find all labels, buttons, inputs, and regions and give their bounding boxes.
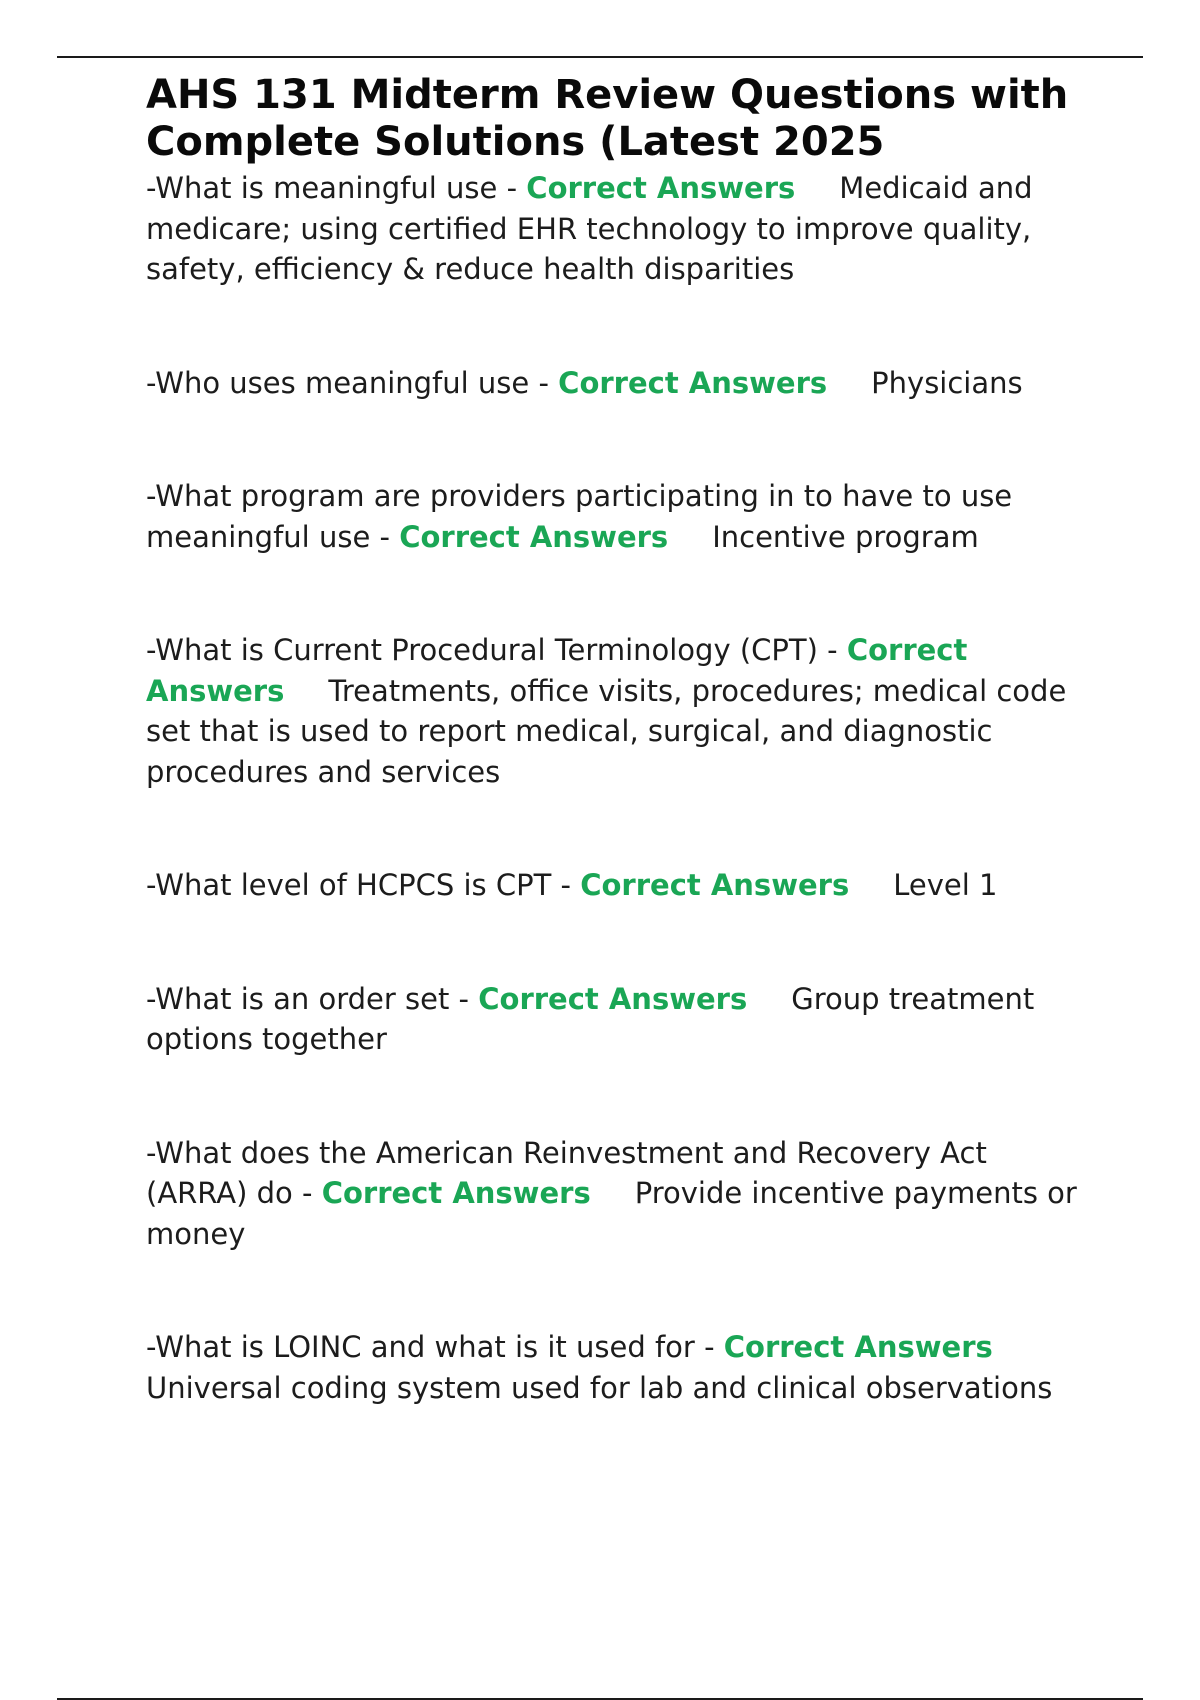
answer-text: Treatments, office visits, procedures; medical code set that is used to report medical, surgical, and diagnostic procedures and services — [146, 673, 1067, 789]
qa-item — [146, 1327, 1086, 1408]
question-text: -What program are providers participating in to have to use meaningful use - — [146, 479, 1013, 554]
answer-text: Incentive program — [712, 519, 979, 554]
document-title: AHS 131 Midterm Review Questions with Complete Solutions (Latest 2025 — [146, 72, 1069, 165]
correct-answers-label: Correct Answers — [478, 981, 748, 1016]
question-text: -What is meaningful use - — [146, 171, 527, 205]
qa-item — [146, 1133, 1086, 1255]
qa-item — [146, 979, 1086, 1060]
question-text: -What is Current Procedural Terminology (CPT) - — [146, 633, 847, 667]
correct-answers-label: Correct Answers — [146, 633, 968, 708]
qa-item — [146, 168, 1086, 290]
correct-answers-label: Correct Answers — [723, 1330, 993, 1364]
question-text: -What is an order set - — [146, 981, 479, 1016]
answer-text: Provide incentive payments or money — [146, 1176, 1077, 1251]
top-divider — [57, 56, 1143, 58]
document-body — [146, 72, 1086, 1408]
answer-text: Medicaid and medicare; using certified EHR technology to improve quality, safety, efficiency & reduce health disparities — [146, 171, 1033, 286]
question-text: -What does the American Reinvestment and Recovery Act (ARRA) do - — [146, 1135, 987, 1210]
qa-item — [146, 630, 1086, 792]
qa-item — [146, 865, 1086, 906]
question-text: -Who uses meaningful use - — [146, 365, 559, 400]
correct-answers-label: Correct Answers — [580, 868, 850, 902]
correct-answers-label: Correct Answers — [321, 1176, 591, 1210]
qa-item — [146, 476, 1086, 557]
answer-text: Level 1 — [893, 868, 998, 902]
correct-answers-label: Correct Answers — [399, 519, 669, 554]
question-text: -What is LOINC and what is it used for - — [146, 1330, 724, 1364]
answer-text: Universal coding system used for lab and clinical observations — [146, 1370, 1053, 1405]
answer-text: Group treatment options together — [146, 981, 1035, 1056]
answer-text: Physicians — [871, 365, 1023, 400]
qa-list — [146, 168, 1086, 1408]
question-text: -What level of HCPCS is CPT - — [146, 868, 581, 902]
correct-answers-label: Correct Answers — [558, 365, 828, 400]
qa-item — [146, 363, 1086, 404]
correct-answers-label: Correct Answers — [526, 171, 796, 205]
